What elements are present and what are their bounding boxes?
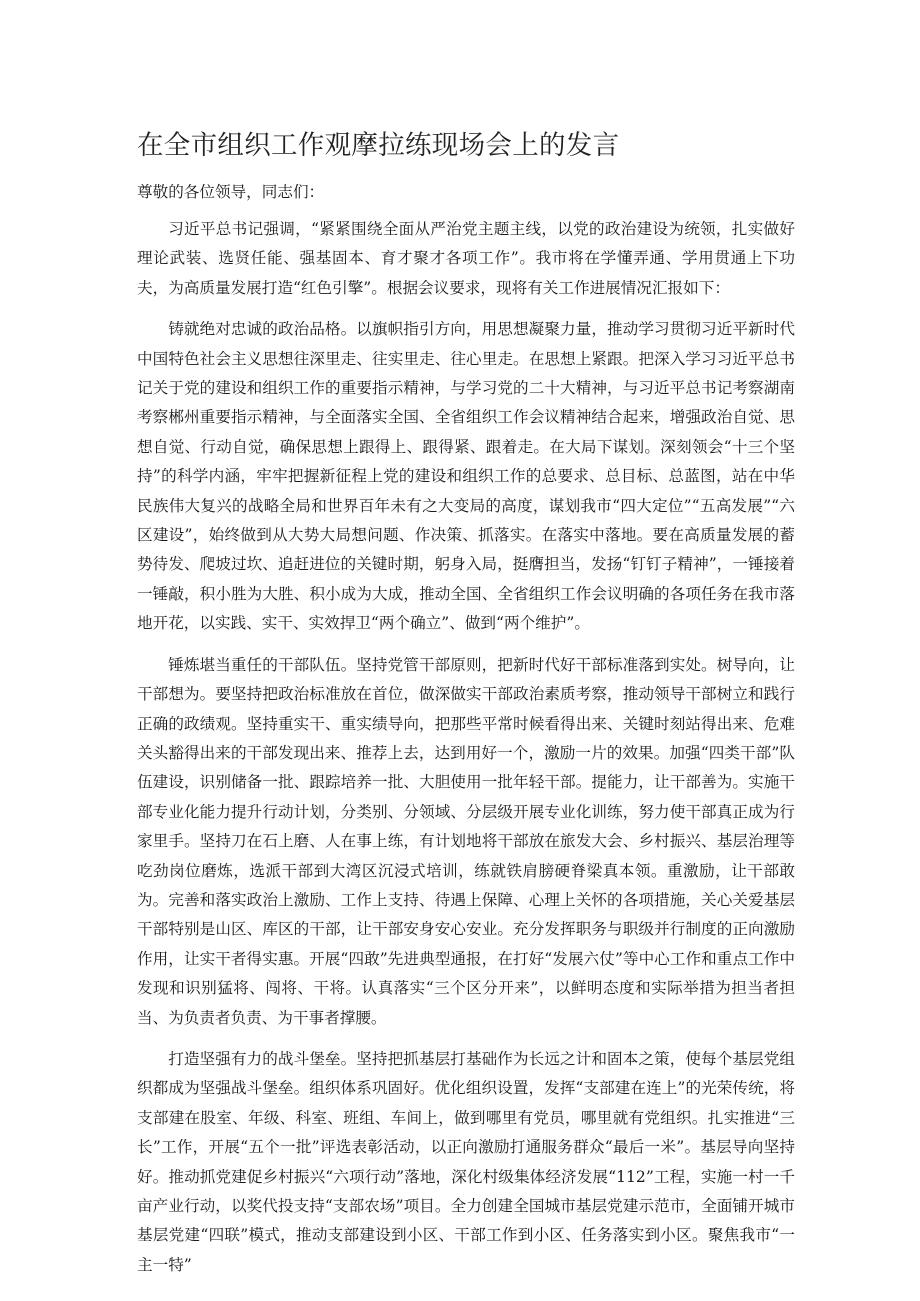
document-title: 在全市组织工作观摩拉练现场会上的发言 <box>137 130 620 161</box>
paragraph-grassroots-fortress: 打造坚强有力的战斗堡垒。坚持把抓基层打基础作为长远之计和固本之策，使每个基层党组织都成为坚强战斗堡垒。组织体系巩固好。优化组织设置，发挥“支部建在连上”的光荣传统，将支部建在股室、年级、科室、班组、车间上，做到哪里有党员，哪里就有党组织。扎实推进“三长”工作，开展“五个一批”评选表彰活动，以正向激励打通服务群众“最后一米”。基层导向坚持好。推动抓党建促乡村振兴“六项行动”落地，深化村级集体经济发展“112”工程，实施一村一千亩产业行动，以奖代投支持“支部农场”项目。全力创建全国城市基层党建示范市，全面铺开城市基层党建“四联”模式，推动支部建设到小区、干部工作到小区、任务落实到小区。聚焦我市“一主一特” <box>137 1049 795 1274</box>
paragraph-political-loyalty: 铸就绝对忠诚的政治品格。以旗帜指引方向，用思想凝聚力量，推动学习贯彻习近平新时代中国特色社会主义思想往深里走、往实里走、往心里走。在思想上紧跟。把深入学习习近平总书记关于党的建设和组织工作的重要指示精神，与学习党的二十大精神，与习近平总书记考察湖南考察郴州重要指示精神，与全面落实全国、全省组织工作会议精神结合起来，增强政治自觉、思想自觉、行动自觉，确保思想上跟得上、跟得紧、跟着走。在大局下谋划。深刻领会“十三个坚持”的科学内涵，牢牢把握新征程上党的建设和组织工作的总要求、总目标、总蓝图，站在中华民族伟大复兴的战略全局和世界百年未有之大变局的高度，谋划我市“四大定位”“五高发展”“六区建设”，始终做到从大势大局想问题、作决策、抓落实。在落实中落地。要在高质量发展的蓄势待发、爬坡过坎、追赶进位的关键时期，躬身入局，挺膺担当，发扬“钉钉子精神”，一锤接着一锤敲，积小胜为大胜、积小成为大成，推动全国、全省组织工作会议明确的各项任务在我市落地开花，以实践、实干、实效捍卫“两个确立”、做到“两个维护”。 <box>137 320 795 633</box>
paragraph-intro: 习近平总书记强调，“紧紧围绕全面从严治党主题主线，以党的政治建设为统领，扎实做好理论武装、选贤任能、强基固本、育才聚才各项工作”。我市将在学懂弄通、学用贯通上下功夫，为高质量发展打造“红色引擎”。根据会议要求，现将有关工作进展情况汇报如下： <box>137 220 795 297</box>
paragraph-cadre-team: 锤炼堪当重任的干部队伍。坚持党管干部原则，把新时代好干部标准落到实处。树导向，让干部想为。要坚持把政治标准放在首位，做深做实干部政治素质考察，推动领导干部树立和践行正确的政绩观。坚持重实干、重实绩导向，把那些平常时候看得出来、关键时刻站得出来、危难关头豁得出来的干部发现出来、推荐上去，达到用好一个，激励一片的效果。加强“四类干部”队伍建设，识别储备一批、跟踪培养一批、大胆使用一批年轻干部。提能力，让干部善为。实施干部专业化能力提升行动计划，分类别、分领域、分层级开展专业化训练，努力使干部真正成为行家里手。坚持刀在石上磨、人在事上练，有计划地将干部放在旅发大会、乡村振兴、基层治理等吃劲岗位磨炼，选派干部到大湾区沉浸式培训，练就铁肩膀硬脊梁真本领。重激励，让干部敢为。完善和落实政治上激励、工作上支持、待遇上保障、心理上关怀的各项措施，关心关爱基层干部特别是山区、库区的干部，让干部安身安心安业。充分发挥职务与职级并行制度的正向激励作用，让实干者得实惠。开展“四敢”先进典型通报，在打好“发展六仗”等中心工作和重点工作中发现和识别猛将、闯将、干将。认真落实“三个区分开来”，以鲜明态度和实际举措为担当者担当、为负责者负责、为干事者撑腰。 <box>137 655 795 1027</box>
salutation: 尊敬的各位领导，同志们： <box>137 183 325 201</box>
document-page <box>137 124 795 1280</box>
